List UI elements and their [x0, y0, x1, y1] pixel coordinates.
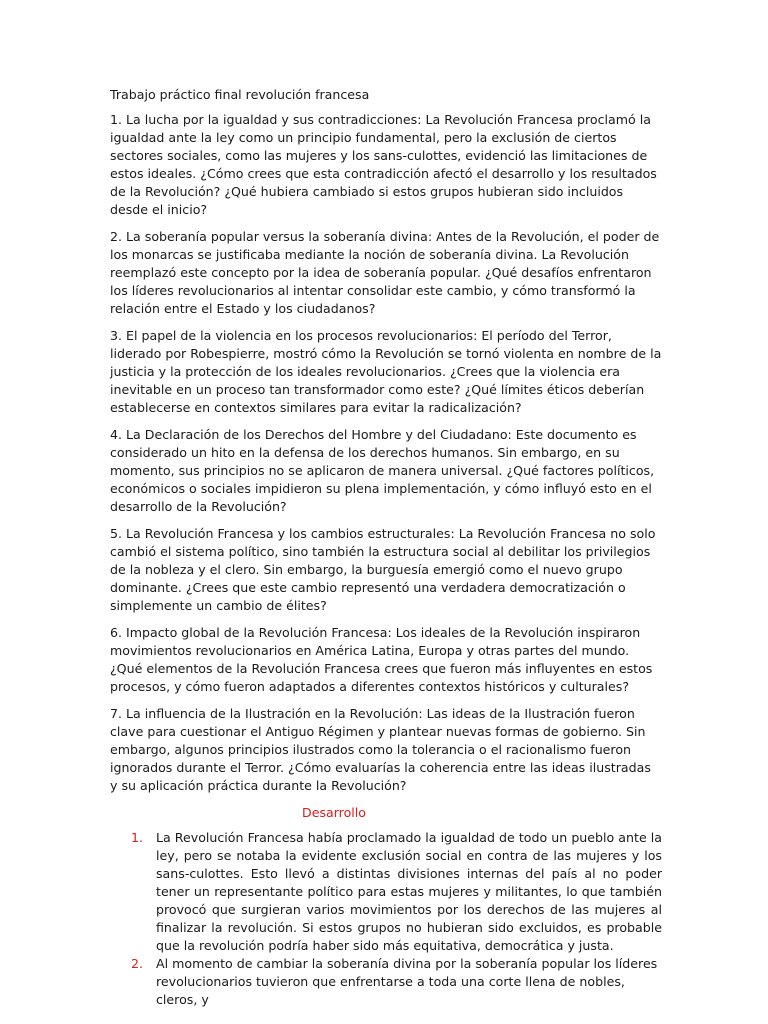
question-6: 6. Impacto global de la Revolución Francesa: Los ideales de la Revolución inspiraron movimientos revolucionarios en América Latina, Europa y otras partes del mundo. ¿Qué elementos de la Revolución Francesa crees que fueron más influyentes en estos procesos, y cómo fueron adaptados a diferentes contextos históricos y culturales?: [110, 625, 653, 694]
question-7: 7. La influencia de la Ilustración en la Revolución: Las ideas de la Ilustración fueron clave para cuestionar el Antiguo Régimen y plantear nuevas formas de gobierno. Sin embargo, algunos principios ilustrados como la tolerancia o el racionalismo fueron ignorados durante el Terror. ¿Cómo evaluarías la coherencia entre las ideas ilustradas y su aplicación práctica durante la Revolución?: [110, 706, 651, 793]
question-5: 5. La Revolución Francesa y los cambios estructurales: La Revolución Francesa no solo cambió el sistema político, sino también la estructura social al debilitar los privilegios de la nobleza y el clero. Sin embargo, la burguesía emergió como el nuevo grupo dominante. ¿Crees que este cambio representó una verdadera democratización o simplemente un cambio de élites?: [110, 526, 656, 613]
answer-item-2: [110, 955, 662, 1009]
section-heading-desarrollo: Desarrollo: [302, 805, 366, 820]
answers-list: [110, 829, 662, 1009]
answer-text-1: La Revolución Francesa había proclamado la igualdad de todo un pueblo ante la ley, pero se notaba la evidente exclusión social en contra de las mujeres y los sans-culottes. Esto llevó a distintas divisiones internas del país al no poder tener un representante político para estas mujeres y militantes, lo que también provocó que surgieran varios movimientos por los derechos de las mujeres al finalizar la revolución. Si estos grupos no hubieran sido excluidos, es probable que la revolución podría haber sido más equitativa, democrática y justa.: [156, 830, 662, 953]
answer-item-1: [110, 829, 662, 955]
answer-number-1: 1.: [131, 830, 144, 845]
question-2: 2. La soberanía popular versus la soberanía divina: Antes de la Revolución, el poder de los monarcas se justificaba mediante la noción de soberanía divina. La Revolución reemplazó este concepto por la idea de soberanía popular. ¿Qué desafíos enfrentaron los líderes revolucionarios al intentar consolidar este cambio, y cómo transformó la relación entre el Estado y los ciudadanos?: [110, 229, 660, 316]
question-1: 1. La lucha por la igualdad y sus contradicciones: La Revolución Francesa proclamó la igualdad ante la ley como un principio fundamental, pero la exclusión de ciertos sectores sociales, como las mujeres y los sans-culottes, evidenció las limitaciones de estos ideales. ¿Cómo crees que esta contradicción afectó el desarrollo y los resultados de la Revolución? ¿Qué hubiera cambiado si estos grupos hubieran sido incluidos desde el inicio?: [110, 112, 657, 217]
answer-text-2: Al momento de cambiar la soberanía divina por la soberanía popular los líderes revolucionarios tuvieron que enfrentarse a toda una corte llena de nobles, cleros, y: [156, 956, 658, 1007]
question-4: 4. La Declaración de los Derechos del Hombre y del Ciudadano: Este documento es considerado un hito en la defensa de los derechos humanos. Sin embargo, en su momento, sus principios no se aplicaron de manera universal. ¿Qué factores políticos, económicos o sociales impidieron su plena implementación, y cómo influyó esto en el desarrollo de la Revolución?: [110, 427, 655, 514]
answer-number-2: 2.: [131, 956, 144, 971]
document-body: [110, 86, 662, 1009]
document-title: Trabajo práctico final revolución francesa: [110, 87, 370, 102]
question-3: 3. El papel de la violencia en los procesos revolucionarios: El período del Terror, liderado por Robespierre, mostró cómo la Revolución se tornó violenta en nombre de la justicia y la protección de los ideales revolucionarios. ¿Crees que la violencia era inevitable en un proceso tan transformador como este? ¿Qué límites éticos deberían establecerse en contextos similares para evitar la radicalización?: [110, 328, 662, 415]
